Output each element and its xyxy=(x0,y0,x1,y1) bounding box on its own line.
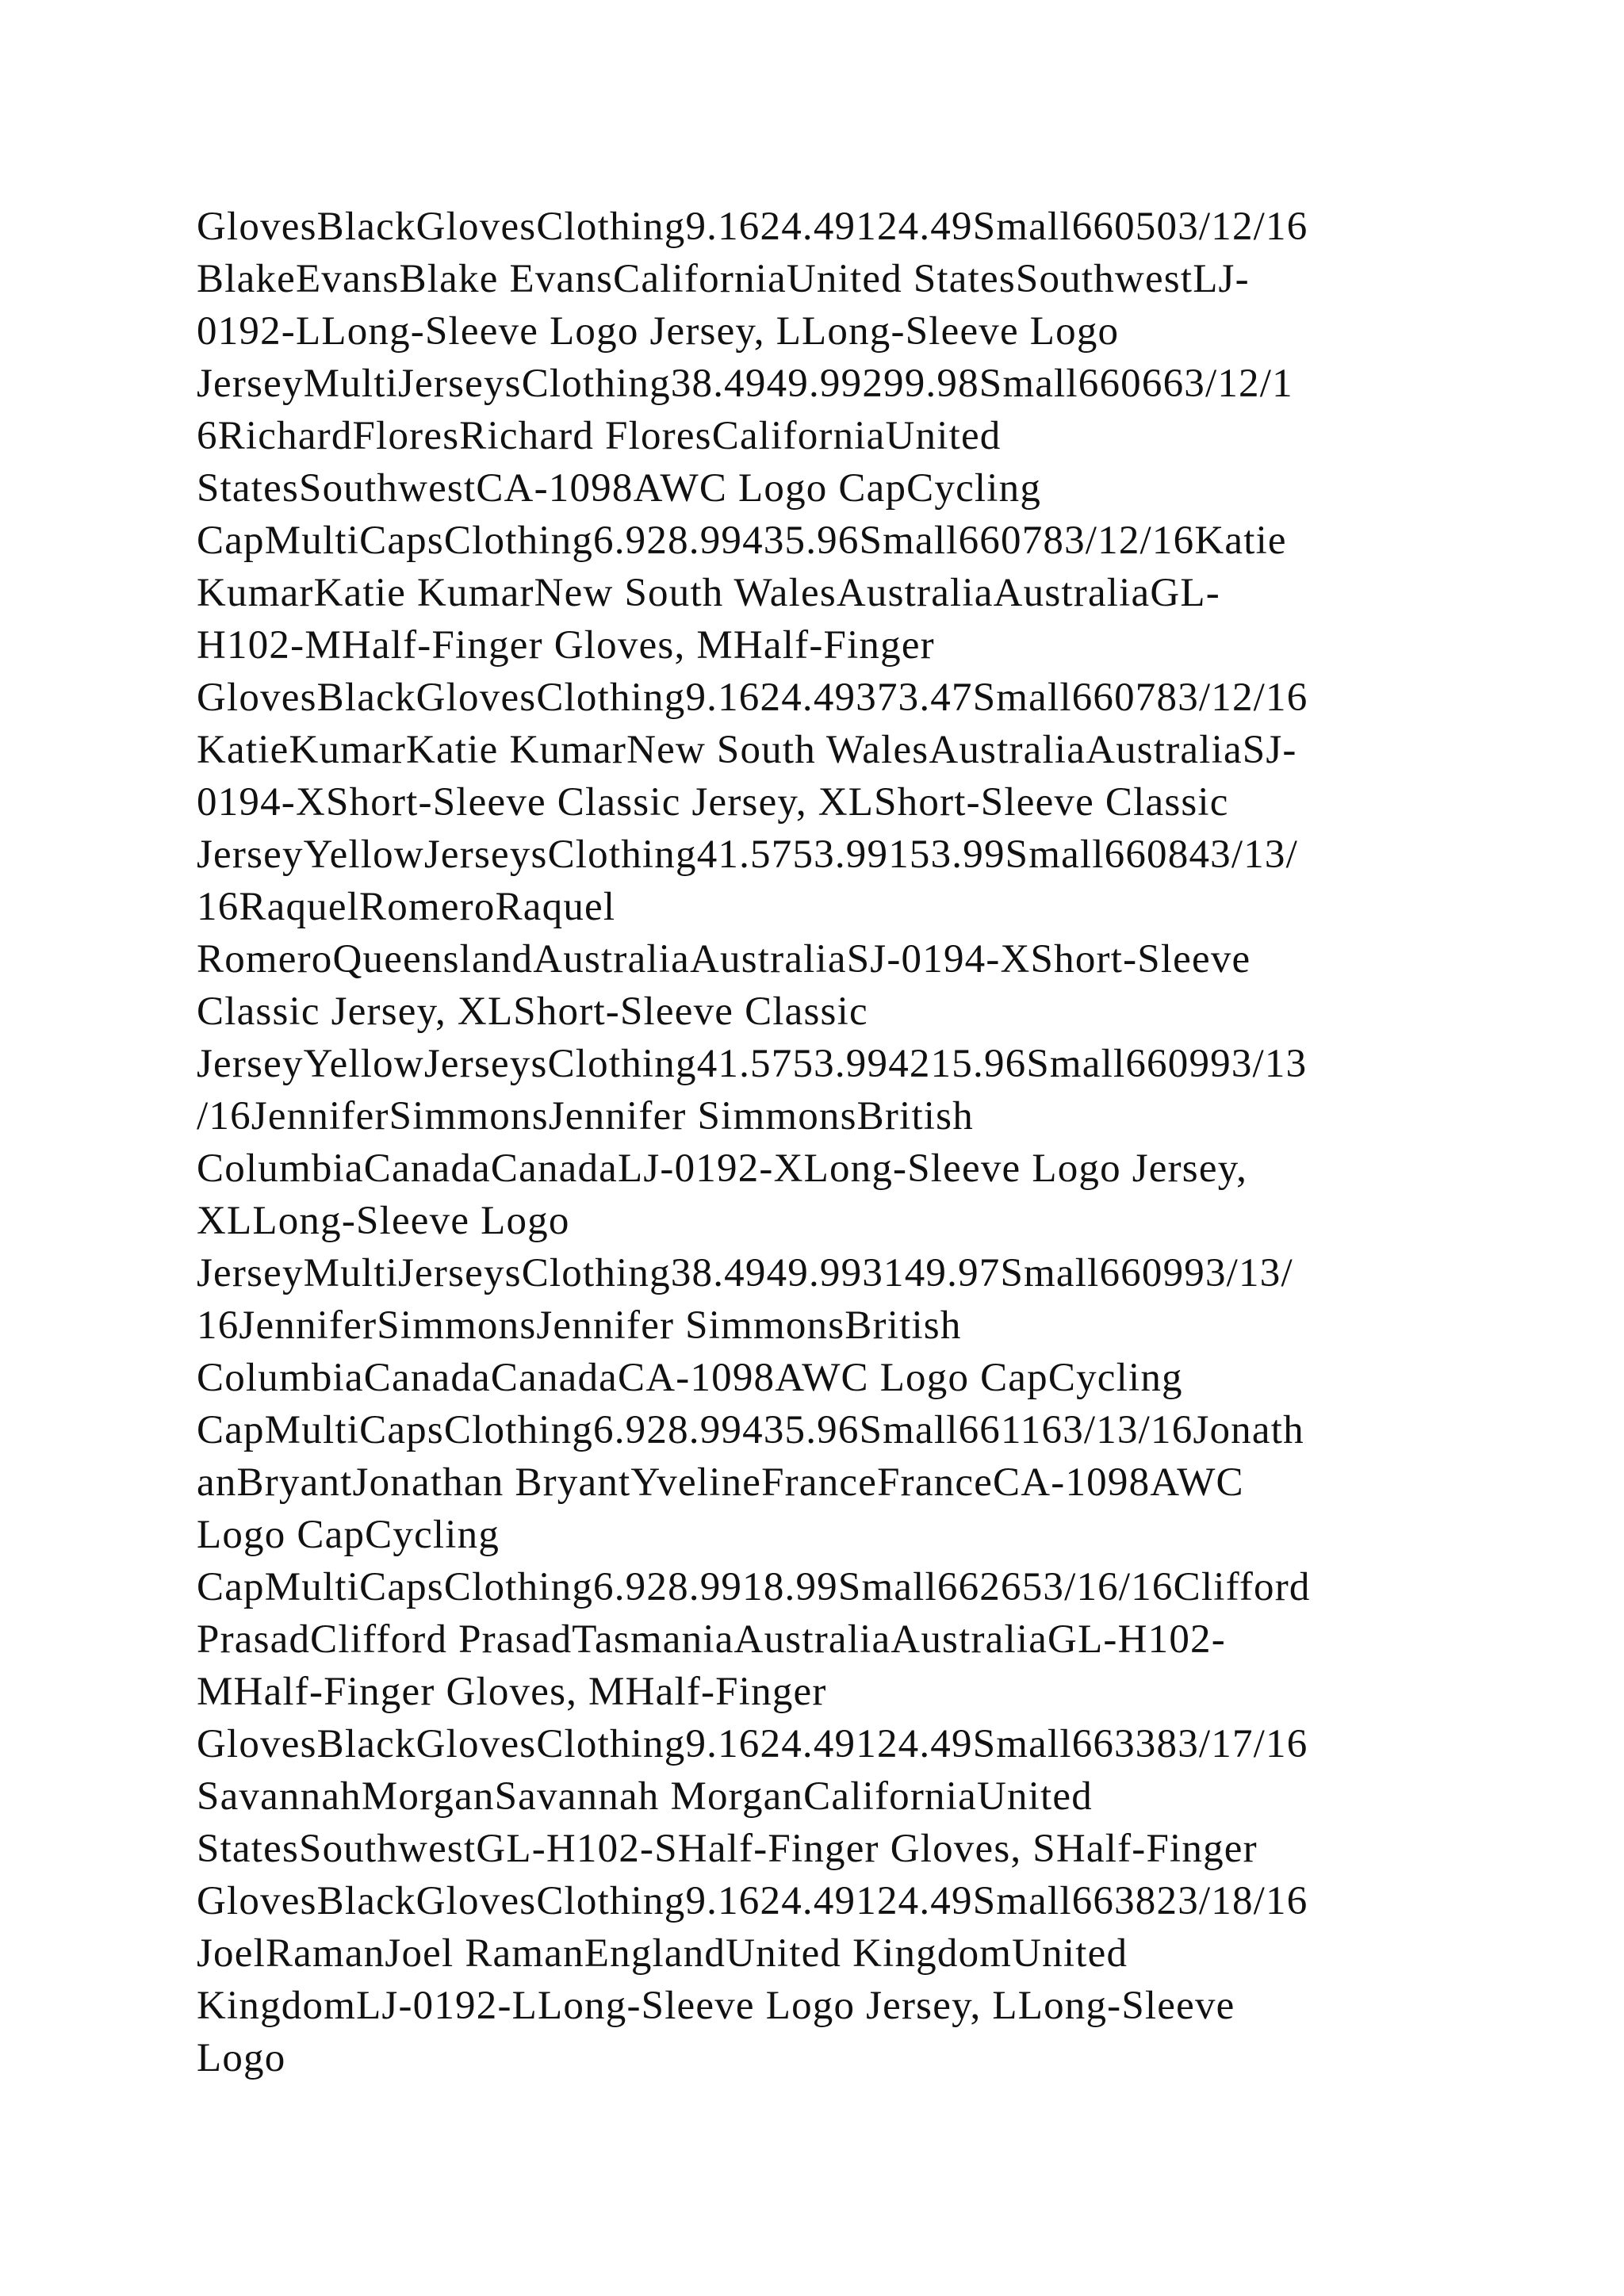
text-line: JoelRamanJoel RamanEnglandUnited KingdomUnited xyxy=(197,1931,1128,1976)
text-line: 16JenniferSimmonsJennifer SimmonsBritish xyxy=(197,1303,962,1348)
text-line: 6RichardFloresRichard FloresCaliforniaUnited xyxy=(197,414,1002,458)
text-line: anBryantJonathan BryantYvelineFranceFranceCA-1098AWC xyxy=(197,1460,1244,1505)
text-line: BlakeEvansBlake EvansCaliforniaUnited StatesSouthwestLJ- xyxy=(197,257,1250,301)
text-line: H102-MHalf-Finger Gloves, MHalf-Finger xyxy=(197,623,935,668)
text-line: GlovesBlackGlovesClothing9.1624.49124.49Small663383/17/16 xyxy=(197,1722,1308,1766)
text-line: JerseyMultiJerseysClothing38.4949.99299.98Small660663/12/1 xyxy=(197,362,1293,406)
text-line: KumarKatie KumarNew South WalesAustraliaAustraliaGL- xyxy=(197,571,1220,615)
text-line: CapMultiCapsClothing6.928.99435.96Small660783/12/16Katie xyxy=(197,519,1287,563)
text-line: Logo CapCycling xyxy=(197,1513,500,1557)
text-line: ColumbiaCanadaCanadaLJ-0192-XLong-Sleeve Logo Jersey, xyxy=(197,1146,1248,1191)
text-line: KatieKumarKatie KumarNew South WalesAustraliaAustraliaSJ- xyxy=(197,728,1297,772)
text-line: JerseyYellowJerseysClothing41.5753.99153.99Small660843/13/ xyxy=(197,832,1299,877)
text-line: StatesSouthwestGL-H102-SHalf-Finger Gloves, SHalf-Finger xyxy=(197,1827,1258,1871)
text-line: StatesSouthwestCA-1098AWC Logo CapCycling xyxy=(197,466,1042,511)
text-line: 0192-LLong-Sleeve Logo Jersey, LLong-Sleeve Logo xyxy=(197,309,1120,354)
text-line: Classic Jersey, XLShort-Sleeve Classic xyxy=(197,989,868,1034)
text-line: GlovesBlackGlovesClothing9.1624.49124.49Small660503/12/16 xyxy=(197,205,1308,249)
text-line: Logo xyxy=(197,2036,286,2080)
text-line: XLLong-Sleeve Logo xyxy=(197,1199,570,1243)
text-line: KingdomLJ-0192-LLong-Sleeve Logo Jersey, LLong-Sleeve xyxy=(197,1984,1235,2028)
text-line: 16RaquelRomeroRaquel xyxy=(197,885,616,929)
text-line: 0194-XShort-Sleeve Classic Jersey, XLShort-Sleeve Classic xyxy=(197,780,1229,825)
text-line: GlovesBlackGlovesClothing9.1624.49373.47Small660783/12/16 xyxy=(197,675,1308,720)
text-line: SavannahMorganSavannah MorganCaliforniaUnited xyxy=(197,1774,1093,1819)
text-line: RomeroQueenslandAustraliaAustraliaSJ-0194-XShort-Sleeve xyxy=(197,937,1251,982)
body-text xyxy=(197,201,1434,2084)
text-line: GlovesBlackGlovesClothing9.1624.49124.49Small663823/18/16 xyxy=(197,1879,1308,1923)
text-line: /16JenniferSimmonsJennifer SimmonsBritish xyxy=(197,1094,974,1138)
text-line: JerseyMultiJerseysClothing38.4949.993149.97Small660993/13/ xyxy=(197,1251,1293,1295)
text-line: PrasadClifford PrasadTasmaniaAustraliaAustraliaGL-H102- xyxy=(197,1617,1226,1662)
text-line: CapMultiCapsClothing6.928.9918.99Small662653/16/16Clifford xyxy=(197,1565,1311,1609)
text-line: JerseyYellowJerseysClothing41.5753.994215.96Small660993/13 xyxy=(197,1042,1308,1086)
text-line: ColumbiaCanadaCanadaCA-1098AWC Logo CapCycling xyxy=(197,1356,1183,1400)
text-line: CapMultiCapsClothing6.928.99435.96Small661163/13/16Jonath xyxy=(197,1408,1304,1452)
text-line: MHalf-Finger Gloves, MHalf-Finger xyxy=(197,1670,827,1714)
